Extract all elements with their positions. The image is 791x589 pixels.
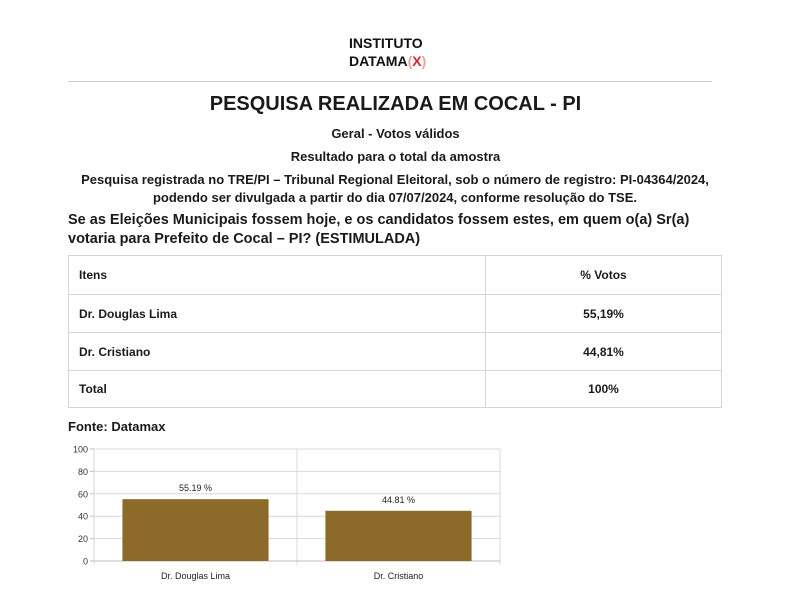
logo-close-paren: ) [421,53,427,69]
logo-line2 [349,52,426,70]
x-category-label: Dr. Cristiano [373,571,424,581]
results-table [68,255,722,408]
row-candidate-name: Dr. Douglas Lima [69,295,486,333]
x-category-label: Dr. Douglas Lima [160,571,231,581]
y-tick-label: 60 [77,489,88,500]
header-divider [68,81,712,82]
logo-datama: DATAMA [349,53,408,69]
row-candidate-percent: 44,81% [486,333,722,371]
bar-data-label: 44.81 % [381,494,416,505]
table-header-row [69,256,722,295]
table-header-itens: Itens [69,256,486,295]
datamax-logo [349,34,426,70]
y-tick-label: 80 [77,466,88,477]
table-row-total [69,371,722,408]
table-row [69,333,722,371]
bar-douglas-lima [122,499,268,561]
logo-open-paren: ( [407,53,413,69]
source-label: Fonte: Datamax [68,419,166,434]
row-candidate-name: Dr. Cristiano [69,333,486,371]
row-total-label: Total [69,371,486,408]
y-tick-label: 20 [77,534,88,545]
bar-cristiano [325,511,471,561]
row-total-percent: 100% [486,371,722,408]
page-title: PESQUISA REALIZADA EM COCAL - PI [209,93,582,115]
registration-note: Pesquisa registrada no TRE/PI – Tribunal Regional Eleitoral, sob o número de registro: PI-04364/2024, podendo ser divulgada a partir do dia 07/07/2024, conforme resolução do TSE. [81,172,709,205]
subtitle-resultado: Resultado para o total da amostra [290,149,501,164]
logo-line1: INSTITUTO [349,35,423,51]
y-tick-label: 100 [72,444,88,455]
survey-question: Se as Eleições Municipais fossem hoje, e os candidatos fossem estes, em quem o(a) Sr(a) votaria para Prefeito de Cocal – PI? (ESTIMULADA) [68,212,690,247]
bar-chart [60,440,510,588]
y-tick-label: 40 [77,511,88,522]
table-row [69,295,722,333]
logo-x: X [412,53,422,69]
row-candidate-percent: 55,19% [486,295,722,333]
table-header-votos: % Votos [486,256,722,295]
subtitle-votos-validos: Geral - Votos válidos [331,126,460,141]
bar-data-label: 55.19 % [178,483,213,494]
y-tick-label: 0 [82,556,88,567]
